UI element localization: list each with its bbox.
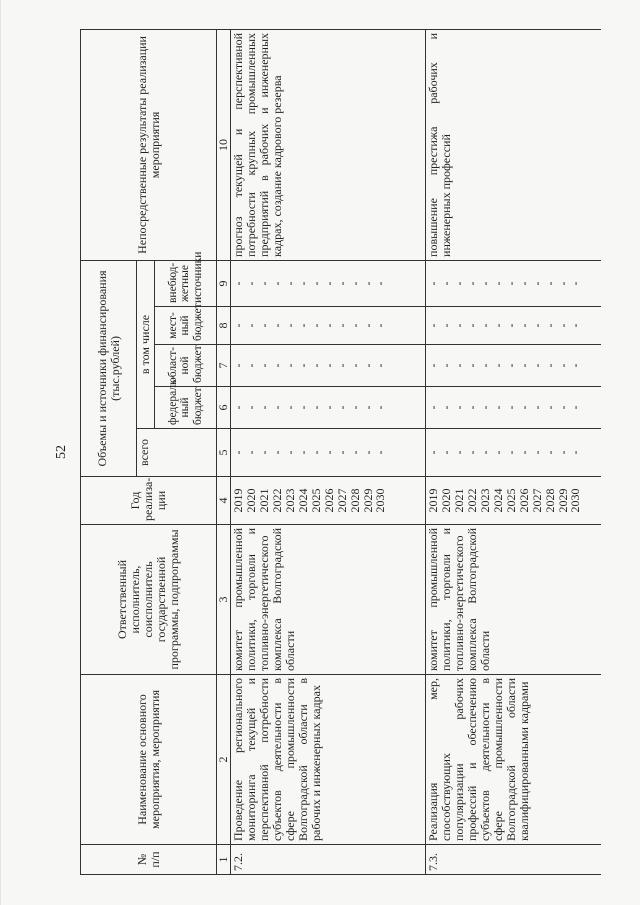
table-row xyxy=(426,29,601,874)
page-number: 52 xyxy=(54,445,69,459)
row-executor: комитет промышленной политики, торговли и топливно-энергетического комплекса Волгоградской области xyxy=(426,525,601,675)
header-regional: област- ной бюджет xyxy=(155,345,217,387)
row-executor: комитет промышленной политики, торговли и топливно-энергетического комплекса Волгоградской области xyxy=(231,525,426,675)
row-extra: - - - - - - - - - - - - xyxy=(231,260,426,306)
table-row xyxy=(231,29,426,874)
row-result: прогноз текущей и перспективной потребности крупных промышленных предприятий в рабочих и инженерных кадрах, создание кадрового резерва xyxy=(231,29,426,260)
column-number: 7 xyxy=(217,345,231,387)
column-number: 3 xyxy=(217,525,231,675)
row-federal: - - - - - - - - - - - - xyxy=(231,387,426,429)
header-funding: Объемы и источники финансирования (тыс.рублей) xyxy=(81,260,137,476)
row-local: - - - - - - - - - - - - xyxy=(426,307,601,345)
column-number: 5 xyxy=(217,429,231,477)
column-number: 2 xyxy=(217,675,231,845)
header-incl: в том числе xyxy=(137,260,155,428)
column-number: 10 xyxy=(217,29,231,260)
header-year: Год реализа- ции xyxy=(81,477,217,525)
row-total: - - - - - - - - - - - - xyxy=(231,429,426,477)
row-years: 2019 2020 2021 2022 2023 2024 2025 2026 2027 2028 2029 2030 xyxy=(426,477,601,525)
header-executor: Ответственный исполнитель, соисполнитель государственной программы, подпрограммы xyxy=(81,525,217,675)
header-total: всего xyxy=(137,429,217,477)
column-number: 9 xyxy=(217,260,231,306)
header-local: мест- ный бюджет xyxy=(155,307,217,345)
row-number: 7.3. xyxy=(426,845,601,875)
row-regional: - - - - - - - - - - - - xyxy=(231,345,426,387)
row-extra: - - - - - - - - - - - - xyxy=(426,260,601,306)
row-regional: - - - - - - - - - - - - xyxy=(426,345,601,387)
header-num: № п/п xyxy=(81,845,217,875)
header-extra: внебюд- жетные источники xyxy=(155,260,217,306)
header-federal: федераль- ный бюджет xyxy=(155,387,217,429)
row-name: Реализация мер, способствующих популяризации рабочих профессий и обеспечению субъектов деятельности в сфере промышленности Волгоградской области квалифицированными кадрами xyxy=(426,675,601,845)
row-number: 7.2. xyxy=(231,845,426,875)
row-years: 2019 2020 2021 2022 2023 2024 2025 2026 2027 2028 2029 2030 xyxy=(231,477,426,525)
row-name: Проведение регионального мониторинга текущей и перспективной потребности субъектов деятельности в сфере промышленности Волгоградской области в рабочих и инженерных кадрах xyxy=(231,675,426,845)
row-total: - - - - - - - - - - - - xyxy=(426,429,601,477)
column-number: 1 xyxy=(217,845,231,875)
column-number: 4 xyxy=(217,477,231,525)
row-local: - - - - - - - - - - - - xyxy=(231,307,426,345)
funding-table xyxy=(80,29,601,875)
header-name: Наименование основного мероприятия, мероприятия xyxy=(81,675,217,845)
row-result: повышение престижа рабочих и инженерных профессий xyxy=(426,29,601,260)
row-federal: - - - - - - - - - - - - xyxy=(426,387,601,429)
column-number: 6 xyxy=(217,387,231,429)
header-result: Непосредственные результаты реализации мероприятия xyxy=(81,29,217,260)
rotated-table-wrapper xyxy=(80,30,600,875)
column-number: 8 xyxy=(217,307,231,345)
